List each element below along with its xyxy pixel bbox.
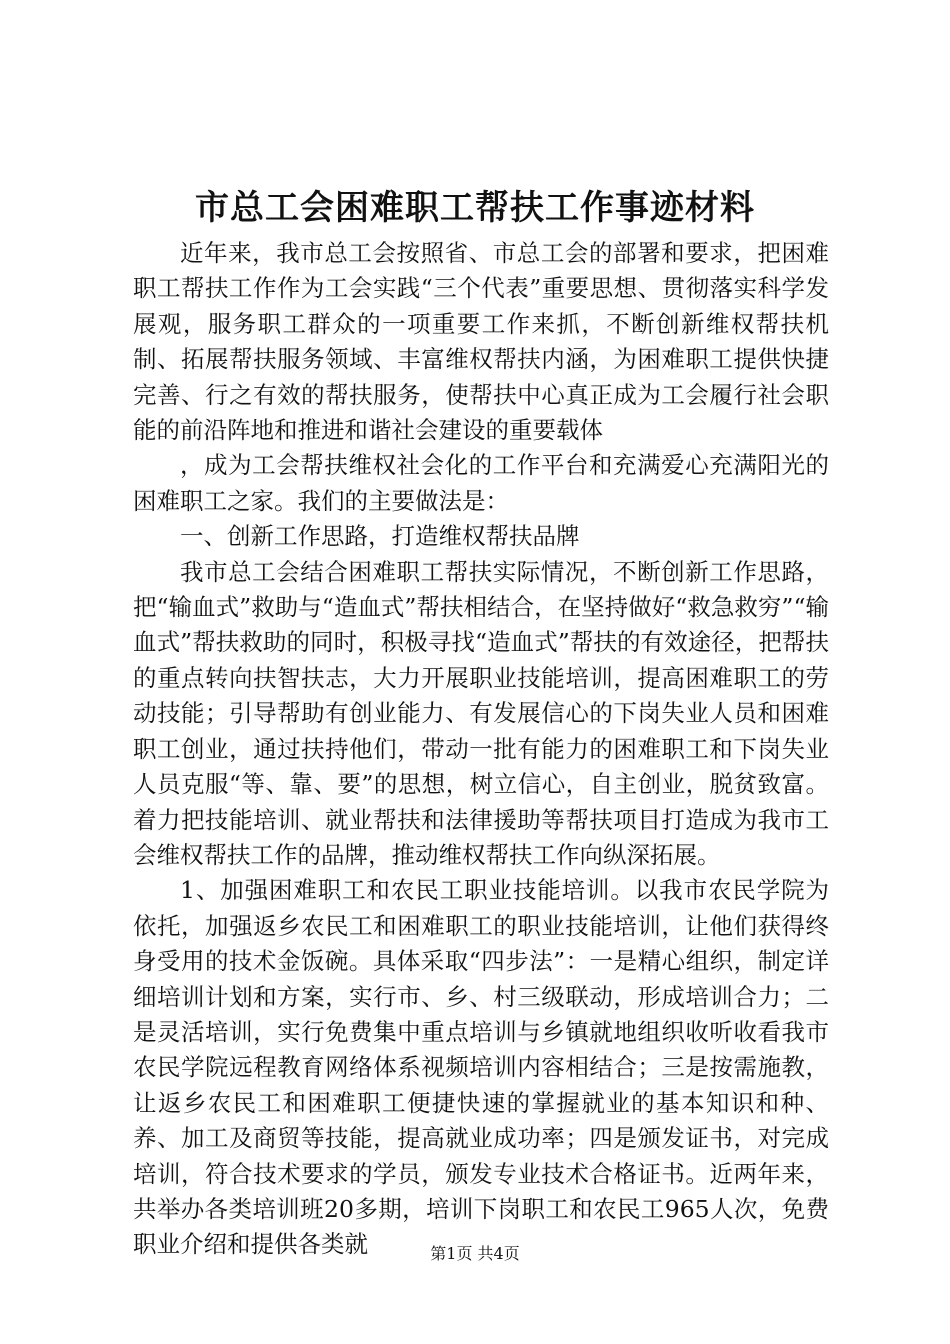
paragraph-intro: 近年来，我市总工会按照省、市总工会的部署和要求，把困难职工帮扶工作作为工会实践“三个代表”重要思想、贯彻落实科学发展观，服务职工群众的一项重要工作来抓，不断创新维权帮扶机制、拓展帮扶服务领域、丰富维权帮扶内涵，为困难职工提供快捷完善、行之有效的帮扶服务，使帮扶中心真正成为工会履行社会职能的前沿阵地和推进和谐社会建设的重要载体 xyxy=(133,239,829,445)
paragraph-continuation: ，成为工会帮扶维权社会化的工作平台和充满爱心充满阳光的困难职工之家。我们的主要做法是： xyxy=(133,451,829,515)
document-title: 市总工会困难职工帮扶工作事迹材料 xyxy=(195,188,755,228)
section-heading: 一、创新工作思路，打造维权帮扶品牌 xyxy=(180,522,580,551)
document-body xyxy=(133,236,829,1263)
paragraph-section-body: 我市总工会结合困难职工帮扶实际情况，不断创新工作思路，把“输血式”救助与“造血式”帮扶相结合，在坚持做好“救急救穷”“输血式”帮扶救助的同时，积极寻找“造血式”帮扶的有效途径，把帮扶的重点转向扶智扶志，大力开展职业技能培训，提高困难职工的劳动技能；引导帮助有创业能力、有发展信心的下岗失业人员和困难职工创业，通过扶持他们，带动一批有能力的困难职工和下岗失业人员克服“等、靠、要”的思想，树立信心，自主创业，脱贫致富。着力把技能培训、就业帮扶和法律援助等帮扶项目打造成为我市工会维权帮扶工作的品牌，推动维权帮扶工作向纵深拓展。 xyxy=(133,557,829,869)
paragraph-item-1: 1、加强困难职工和农民工职业技能培训。以我市农民学院为依托，加强返乡农民工和困难职工的职业技能培训，让他们获得终身受用的技术金饭碗。具体采取“四步法”：一是精心组织，制定详细培训计划和方案，实行市、乡、村三级联动，形成培训合力；二是灵活培训，实行免费集中重点培训与乡镇就地组织收听收看我市农民学院远程教育网络体系视频培训内容相结合；三是按需施教，让返乡农民工和困难职工便捷快速的掌握就业的基本知识和种、养、加工及商贸等技能，提高就业成功率；四是颁发证书，对完成培训，符合技术要求的学员，颁发专业技术合格证书。近两年来，共举办各类培训班20多期，培训下岗职工和农民工965人次，免费职业介绍和提供各类就 xyxy=(133,876,829,1259)
page-number-footer: 第1页 共4页 xyxy=(430,1244,520,1263)
